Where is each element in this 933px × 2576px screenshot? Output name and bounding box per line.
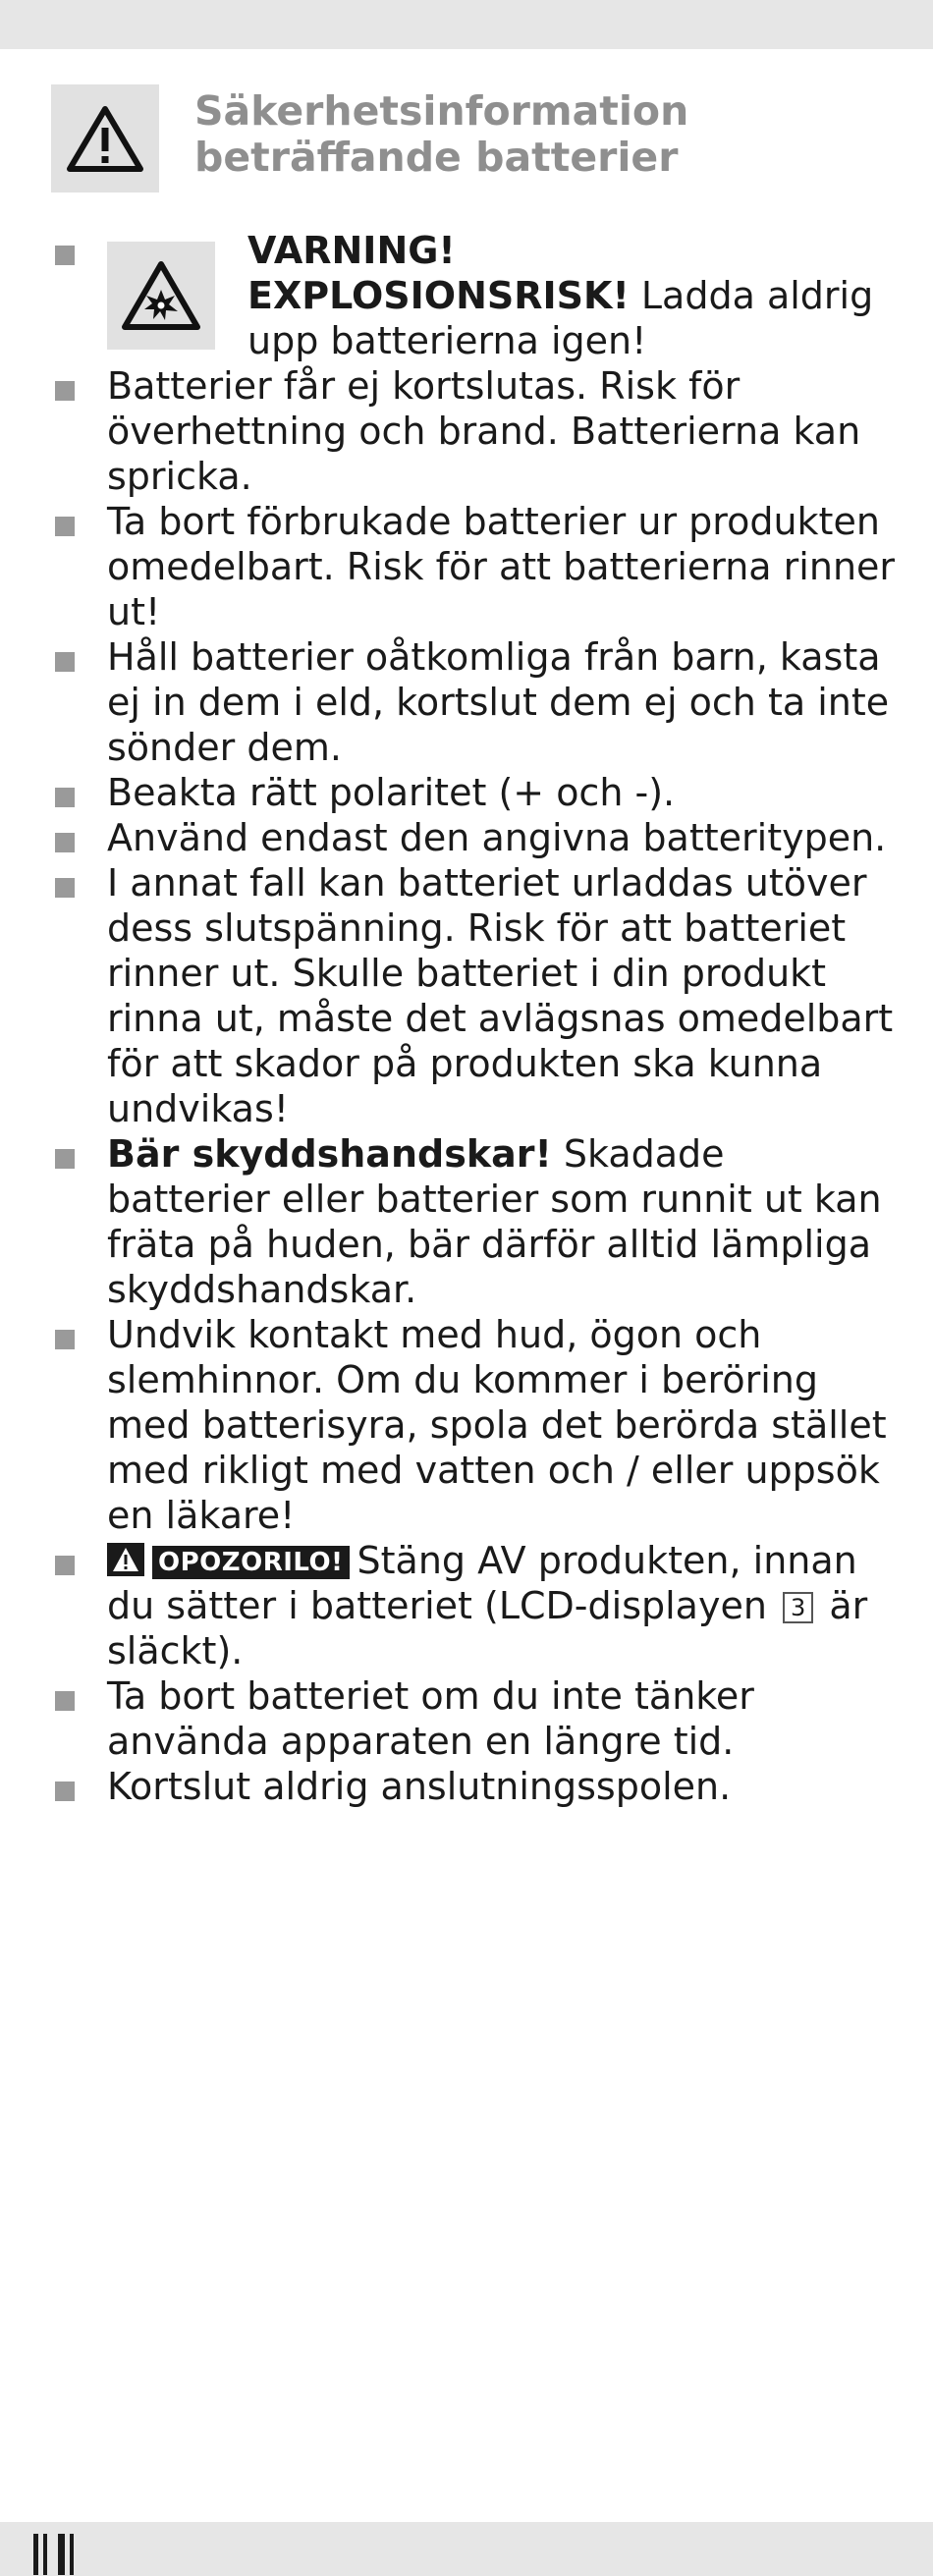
bullet-square <box>55 1149 75 1169</box>
item-text-continued: är släckt). <box>107 1584 868 1672</box>
item-text: I annat fall kan batteriet urladdas utöver dess slutspänning. Risk för att batteriet rinner ut. Skulle batteriet i din produkt rinna ut, måste det avlägsnas omedelbart för att skador på produkten ska kunna undvikas! <box>107 861 894 1130</box>
warning-triangle-icon <box>51 84 159 192</box>
warning-label: VARNING! <box>247 229 456 272</box>
section-heading <box>51 84 823 192</box>
list-item <box>51 1131 896 1312</box>
list-item <box>51 860 896 1131</box>
item-text: Beakta rätt polaritet (+ och -). <box>107 771 676 814</box>
component-reference-number: 3 <box>783 1592 813 1623</box>
bottom-band <box>0 2522 933 2576</box>
bullet-square <box>55 381 75 401</box>
bullet-square <box>55 517 75 536</box>
bullet-square <box>55 833 75 852</box>
section-title-line-2: beträffande batterier <box>194 134 679 181</box>
bullet-square <box>55 246 75 265</box>
bullet-square <box>55 1330 75 1349</box>
barcode-icon <box>33 2534 74 2575</box>
list-item <box>51 1538 896 1673</box>
list-item <box>51 634 896 770</box>
explosion-risk-label: EXPLOSIONSRISK! <box>247 274 630 317</box>
section-title <box>194 88 823 181</box>
item-text: Kortslut aldrig anslutningsspolen. <box>107 1765 732 1808</box>
battery-safety-list <box>51 228 896 1809</box>
bullet-square <box>55 1556 75 1575</box>
item-text: Undvik kontakt med hud, ögon och slemhinnor. Om du kommer i beröring med batterisyra, spola det berörda stället med rikligt med vatten och / eller uppsök en läkare! <box>107 1313 887 1537</box>
list-item <box>51 1312 896 1538</box>
item-text: Håll batterier oåtkomliga från barn, kasta ej in dem i eld, kortslut dem ej och ta inte sönder dem. <box>107 635 890 769</box>
explosion-warning-icon <box>107 242 215 350</box>
item-text: Ladda aldrig upp batterierna igen! <box>247 274 874 362</box>
item-text: Stäng AV produkten, innan du sätter i batteriet (LCD-displayen <box>107 1539 857 1627</box>
list-item <box>51 770 896 815</box>
bullet-square <box>55 1691 75 1711</box>
list-item <box>51 228 896 363</box>
list-item <box>51 815 896 860</box>
bullet-square <box>55 1781 75 1801</box>
bullet-square <box>55 652 75 672</box>
gloves-label: Bär skyddshandskar! <box>107 1132 552 1176</box>
list-item <box>51 1673 896 1764</box>
item-text: Batterier får ej kortslutas. Risk för överhettning och brand. Batterierna kan spricka. <box>107 364 861 498</box>
bullet-square <box>55 878 75 898</box>
item-text: Skadade batterier eller batterier som runnit ut kan fräta på huden, bär därför alltid lämpliga skyddshandskar. <box>107 1132 882 1311</box>
item-text: Ta bort batteriet om du inte tänker använda apparaten en längre tid. <box>107 1674 754 1763</box>
caution-badge: OPOZORILO! <box>152 1546 350 1579</box>
item-text: Ta bort förbrukade batterier ur produkten omedelbart. Risk för att batterierna rinner ut! <box>107 500 896 633</box>
list-item <box>51 363 896 499</box>
item-text: Använd endast den angivna batteritypen. <box>107 816 887 859</box>
list-item <box>51 499 896 634</box>
small-warning-icon <box>107 1543 144 1576</box>
list-item <box>51 1764 896 1809</box>
section-title-line-1: Säkerhetsinformation <box>194 87 689 135</box>
bullet-square <box>55 788 75 807</box>
top-band <box>0 0 933 49</box>
